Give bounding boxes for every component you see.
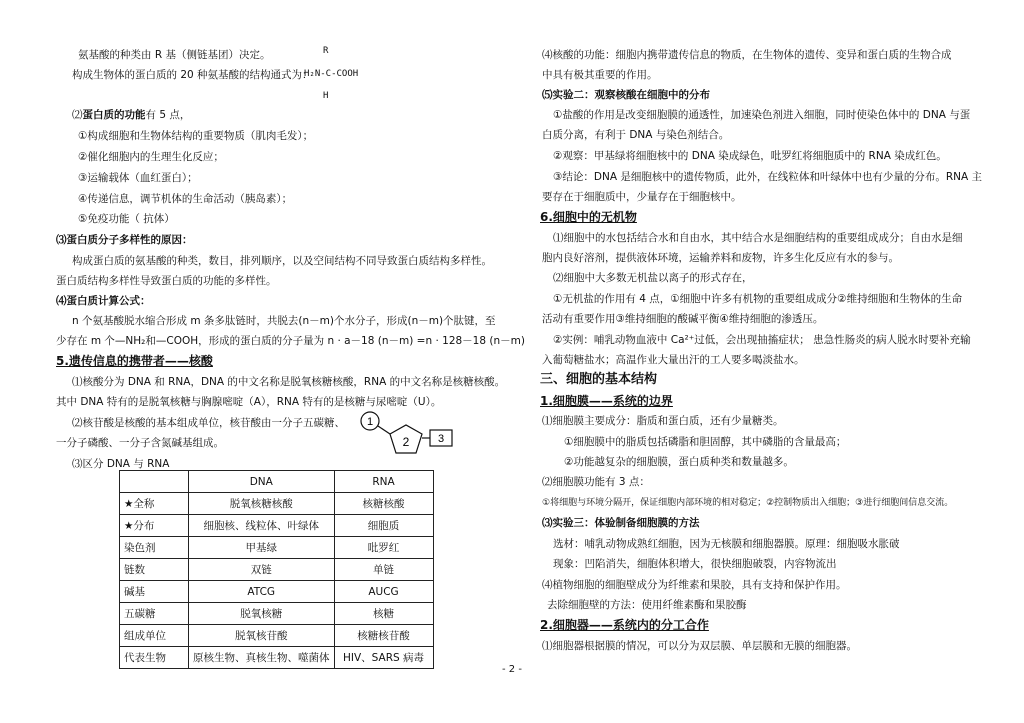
list-item: ②催化细胞内的生理生化反应； xyxy=(78,151,224,163)
table-header xyxy=(120,471,189,493)
row-label: 碱基 xyxy=(120,581,189,603)
text-line: ③结论：DNA 是细胞核中的遗传物质，此外，在线粒体和叶绿体中也有少量的分布。RNA 主 xyxy=(553,171,983,183)
list-item: ④传递信息，调节机体的生命活动（胰岛素）； xyxy=(78,193,293,205)
section-heading: 5.遗传信息的携带者——核酸 xyxy=(56,354,213,368)
dna-rna-table xyxy=(119,470,434,669)
table-cell: 核糖核酸 xyxy=(334,493,433,515)
text-line: 胞内良好溶剂，提供液体环境，运输养料和废物，许多生化反应有水的参与。 xyxy=(542,252,899,264)
text-line: 入葡萄糖盐水；高温作业大量出汗的工人要多喝淡盐水。 xyxy=(542,354,805,366)
row-label: ★分布 xyxy=(120,515,189,537)
text-line: 构成生物体的蛋白质的 20 种氨基酸的结构通式为： xyxy=(72,69,313,81)
section-heading: 6.细胞中的无机物 xyxy=(540,210,637,224)
text-line: ①盐酸的作用是改变细胞膜的通透性，加速染色剂进入细胞，同时使染色体中的 DNA 与蛋 xyxy=(553,109,971,121)
text-line: 要存在于细胞质中，少量存在于细胞核中。 xyxy=(542,191,742,203)
text-line: ②观察：甲基绿将细胞核中的 DNA 染成绿色，吡罗红将细胞质中的 RNA 染成红色。 xyxy=(553,150,947,162)
text-line: ⑶区分 DNA 与 RNA xyxy=(72,458,170,470)
row-label: 链数 xyxy=(120,559,189,581)
table-cell: AUCG xyxy=(334,581,433,603)
table-header-row xyxy=(120,471,434,493)
text-line: ⑷植物细胞的细胞壁成分为纤维素和果胶，具有支持和保护作用。 xyxy=(542,579,847,591)
list-item: ⑤免疫功能（ 抗体） xyxy=(78,213,175,225)
formula-r-group: R xyxy=(323,46,329,56)
text-line: 蛋白质结构多样性导致蛋白质的功能的多样性。 xyxy=(56,275,277,287)
diagram-label-1: 1 xyxy=(366,416,374,428)
formula-h: H xyxy=(323,91,329,101)
row-label: ★全称 xyxy=(120,493,189,515)
text-line: 活动有重要作用③维持细胞的酸碱平衡④维持细胞的渗透压。 xyxy=(542,313,824,325)
text-line: 构成蛋白质的氨基酸的种类，数目，排列顺序，以及空间结构不同导致蛋白质结构多样性。 xyxy=(72,255,492,267)
table-cell: 双链 xyxy=(189,559,335,581)
table-row xyxy=(120,537,434,559)
text-line: ①将细胞与环境分隔开，保证细胞内部环境的相对稳定；②控制物质出入细胞；③进行细胞间信息交流。 xyxy=(542,498,954,508)
row-label: 染色剂 xyxy=(120,537,189,559)
table-cell: 核糖 xyxy=(334,603,433,625)
table-cell: 脱氧核糖 xyxy=(189,603,335,625)
text-line: ⑴细胞中的水包括结合水和自由水，其中结合水是细胞结构的重要组成成分；自由水是细 xyxy=(553,232,963,244)
text-line: 白质分离，有利于 DNA 与染色剂结合。 xyxy=(542,129,730,141)
table-cell: 细胞质 xyxy=(334,515,433,537)
list-item: ①构成细胞和生物体结构的重要物质（肌肉毛发）； xyxy=(78,130,314,142)
table-header: DNA xyxy=(189,471,335,493)
table-row xyxy=(120,581,434,603)
row-label: 代表生物 xyxy=(120,647,189,669)
text-line: ①细胞膜中的脂质包括磷脂和胆固醇，其中磷脂的含量最高； xyxy=(564,436,847,448)
table-cell: 脱氧核苷酸 xyxy=(189,625,335,647)
table-cell: HIV、SARS 病毒 xyxy=(334,647,433,669)
diagram-label-3: 3 xyxy=(437,433,445,445)
table-cell: 核糖核苷酸 xyxy=(334,625,433,647)
text-line: ⑴细胞器根据膜的情况，可以分为双层膜、单层膜和无膜的细胞器。 xyxy=(542,640,857,652)
table-row xyxy=(120,625,434,647)
list-item: ③运输载体（血红蛋白）； xyxy=(78,172,198,184)
section-heading: 2.细胞器——系统内的分工合作 xyxy=(540,618,709,632)
table-cell: 吡罗红 xyxy=(334,537,433,559)
protein-function-heading: ⑵蛋白质的功能有 5 点， xyxy=(72,109,191,121)
amino-acid-formula: H₂N-C-COOH xyxy=(304,69,359,79)
text-line: 去除细胞壁的方法：使用纤维素酶和果胶酶 xyxy=(547,599,747,611)
text-line: 现象：凹陷消失，细胞体积增大，很快细胞破裂，内容物流出 xyxy=(553,558,837,570)
row-label: 组成单位 xyxy=(120,625,189,647)
table-row xyxy=(120,515,434,537)
text-line: ②实例：哺乳动物血液中 Ca²⁺过低，会出现抽搐症状； 患急性肠炎的病人脱水时要补充输 xyxy=(553,334,971,346)
table-row xyxy=(120,493,434,515)
table-row xyxy=(120,559,434,581)
nucleotide-diagram xyxy=(360,408,456,460)
table-row xyxy=(120,603,434,625)
text-line: ⑴核酸分为 DNA 和 RNA，DNA 的中文名称是脱氧核糖核酸，RNA 的中文名称是核糖核酸。 xyxy=(72,376,506,388)
text-line: ⑵细胞膜功能有 3 点： xyxy=(542,476,650,488)
page-number: - 2 - xyxy=(502,664,522,675)
table-cell: ATCG xyxy=(189,581,335,603)
text-line: ①无机盐的作用有 4 点，①细胞中许多有机物的重要组成成分②维持细胞和生物体的生命 xyxy=(553,293,963,305)
subheading: ⑶蛋白质分子多样性的原因： xyxy=(56,234,193,246)
text-line: 中具有极其重要的作用。 xyxy=(542,69,658,81)
text-line: ⑷核酸的功能：细胞内携带遗传信息的物质，在生物体的遗传、变异和蛋白质的生物合成 xyxy=(542,49,952,61)
table-row xyxy=(120,647,434,669)
table-header: RNA xyxy=(334,471,433,493)
section-heading: 1.细胞膜——系统的边界 xyxy=(540,394,673,408)
section-heading: 三、细胞的基本结构 xyxy=(540,372,658,387)
table-cell: 脱氧核糖核酸 xyxy=(189,493,335,515)
text-line: ⑵细胞中大多数无机盐以离子的形式存在， xyxy=(553,272,753,284)
text-line: 少存在 m 个—NH₂和—COOH，形成的蛋白质的分子量为 n · a－18 (n－m) =n · 128－18 (n－m) xyxy=(56,335,525,347)
text-line: 一分子磷酸、一分子含氮碱基组成。 xyxy=(56,437,224,449)
diagram-label-2: 2 xyxy=(402,435,410,449)
text-line: ②功能越复杂的细胞膜，蛋白质种类和数量越多。 xyxy=(564,456,794,468)
text-line: 其中 DNA 特有的是脱氧核糖与胸腺嘧啶（A），RNA 特有的是核糖与尿嘧啶（U）。 xyxy=(56,396,442,408)
subheading: ⑷蛋白质计算公式： xyxy=(56,295,151,307)
subheading: ⑸实验二：观察核酸在细胞中的分布 xyxy=(542,89,710,101)
text-line: ⑵核苷酸是核酸的基本组成单位，核苷酸由一分子五碳糖、 xyxy=(72,417,345,429)
table-cell: 甲基绿 xyxy=(189,537,335,559)
row-label: 五碳糖 xyxy=(120,603,189,625)
table-cell: 原核生物、真核生物、噬菌体 xyxy=(189,647,335,669)
table-cell: 单链 xyxy=(334,559,433,581)
text-line: 选材：哺乳动物成熟红细胞，因为无核膜和细胞器膜。原理：细胞吸水胀破 xyxy=(553,538,900,550)
text-line: 氨基酸的种类由 R 基（侧链基团）决定。 xyxy=(78,49,271,61)
text-line: ⑴细胞膜主要成分：脂质和蛋白质，还有少量糖类。 xyxy=(542,415,784,427)
subheading: ⑶实验三：体验制备细胞膜的方法 xyxy=(542,517,700,529)
table-cell: 细胞核、线粒体、叶绿体 xyxy=(189,515,335,537)
text-line: n 个氨基酸脱水缩合形成 m 条多肽链时，共脱去(n－m)个水分子，形成(n－m)个肽键，至 xyxy=(72,315,496,327)
